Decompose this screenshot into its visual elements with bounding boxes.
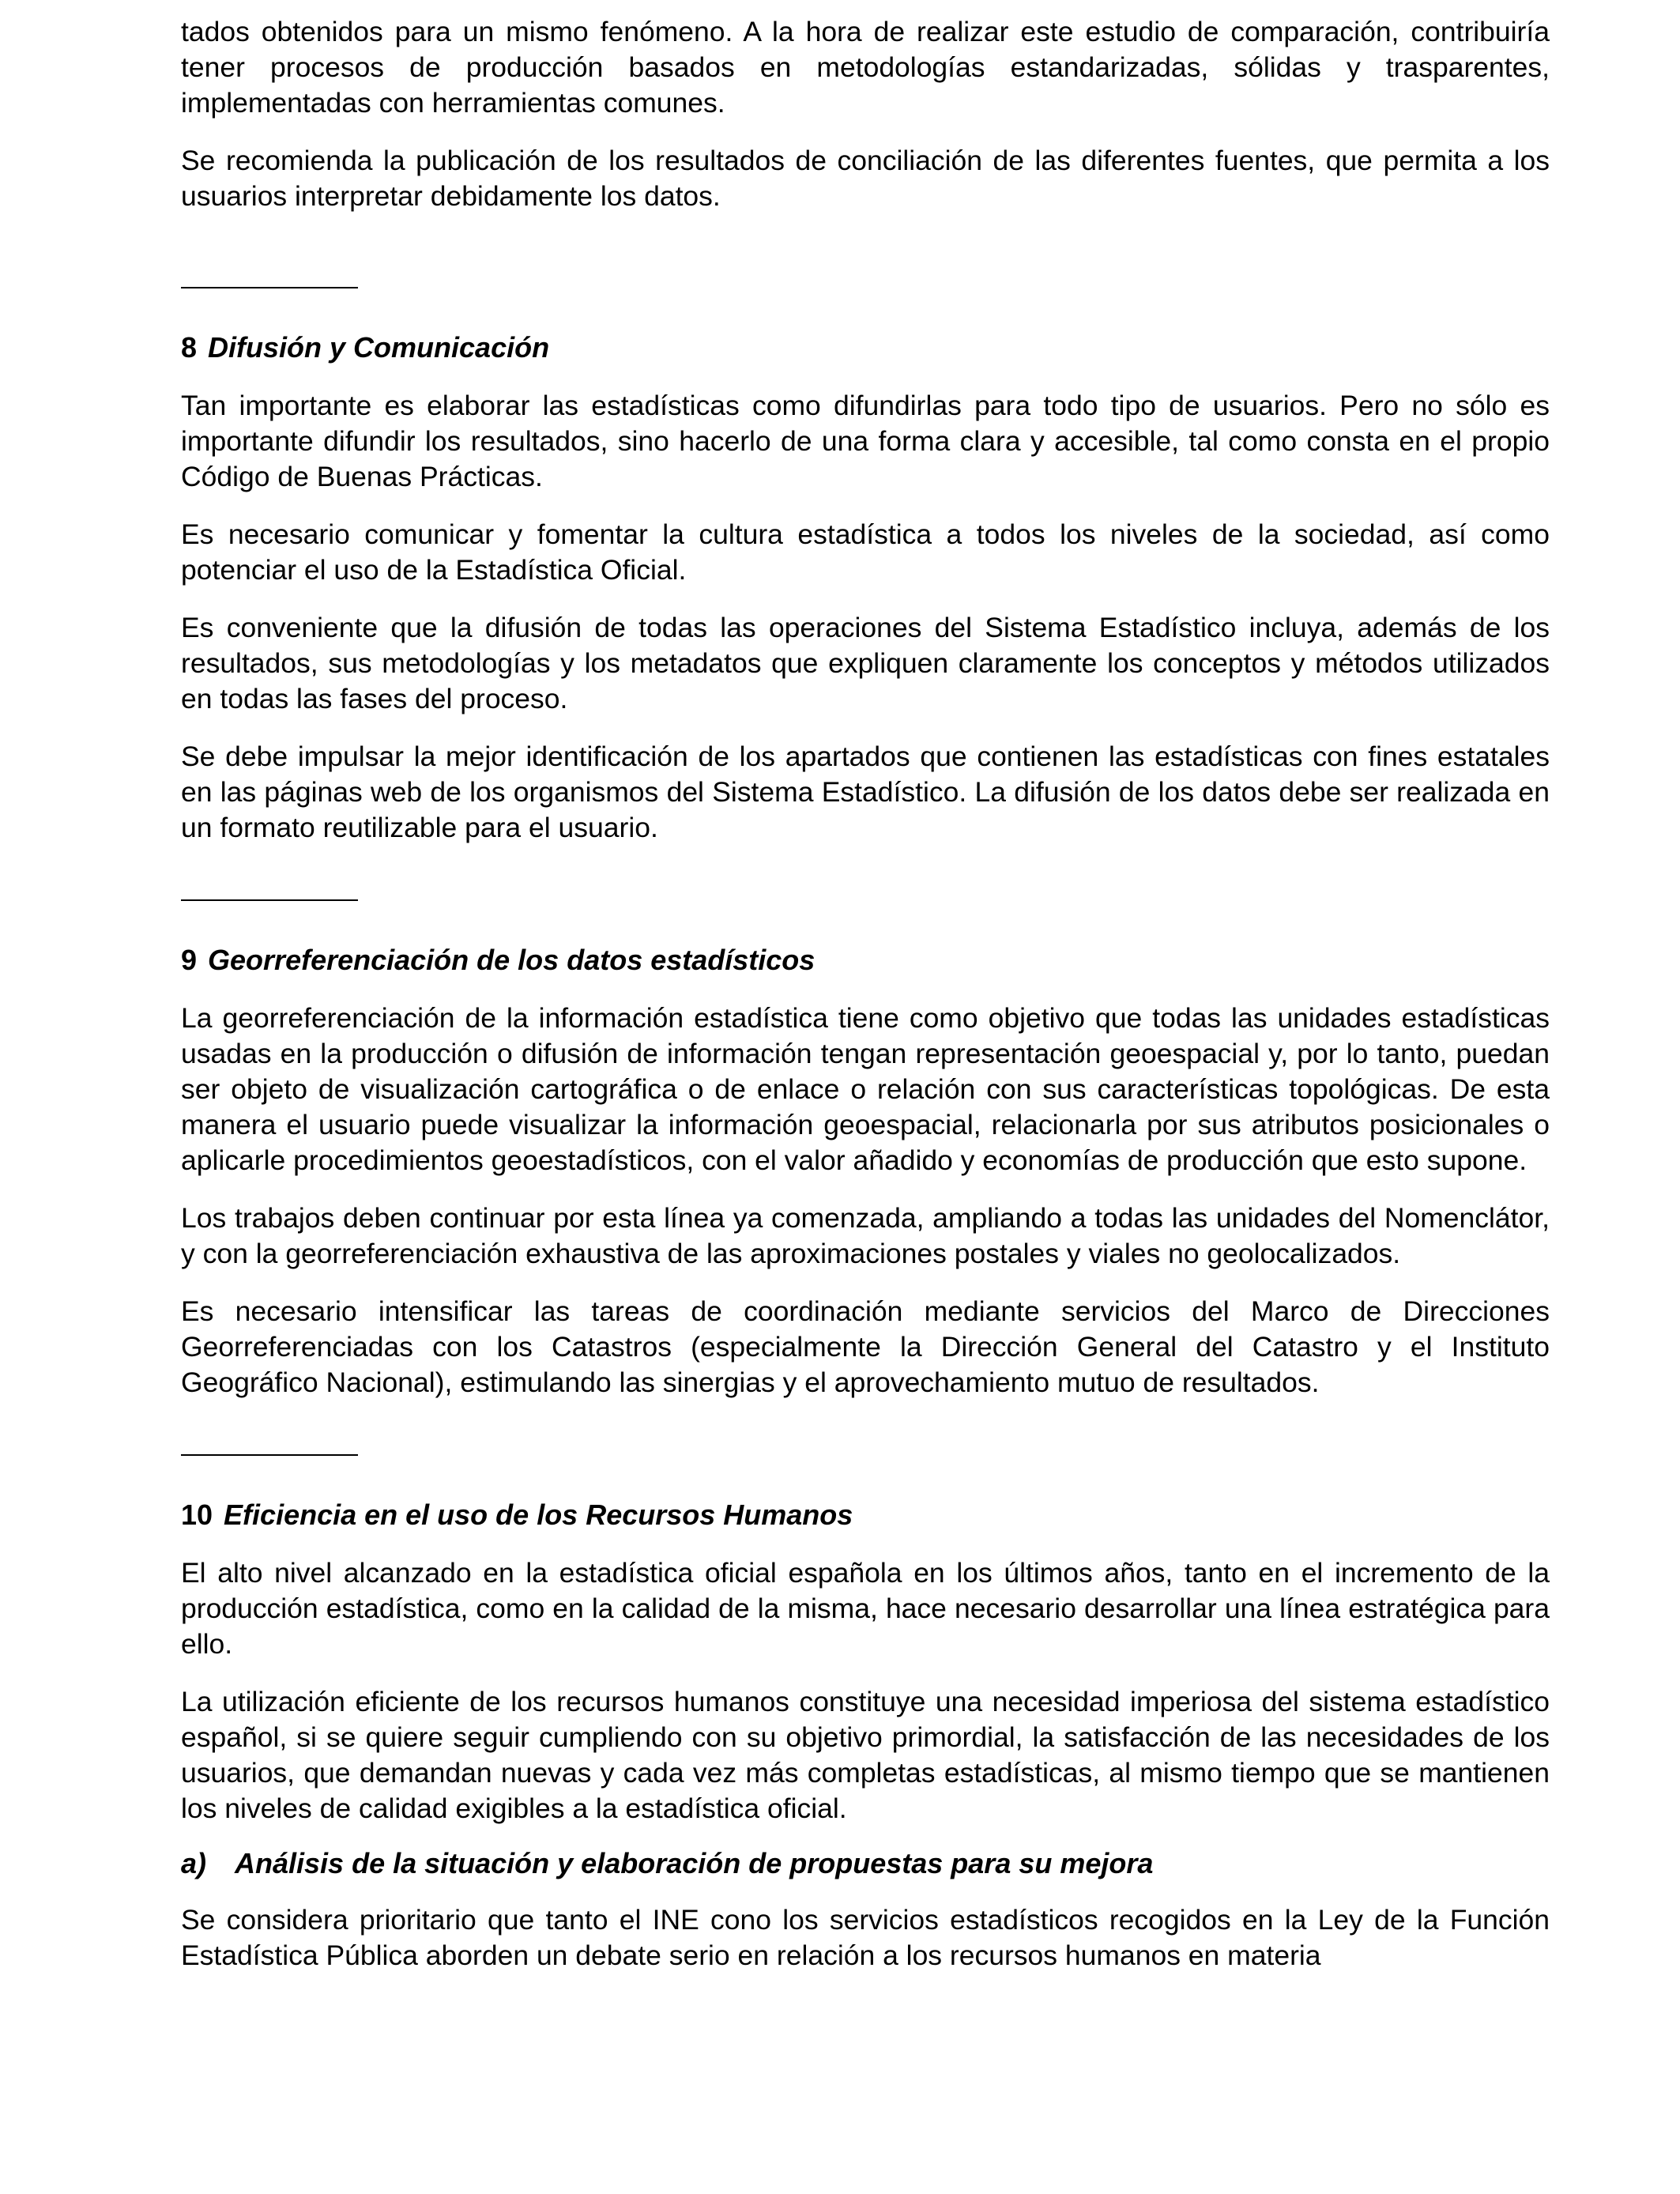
section-9-paragraph-1: La georreferenciación de la información estadística tiene como objetivo que todas las unidades estadísticas usadas en la producción o difusión de información tengan representación geoespacial y, por lo tanto, puedan ser objeto de visualización cartográfica o de enlace o relación con sus características topológicas. De esta manera el usuario puede visualizar la información geoespacial, relacionarla por sus atributos posicionales o aplicarle procedimientos geoestadísticos, con el valor añadido y economías de producción que esto supone. (181, 1002, 1550, 1176)
section-9-paragraph-3: Es necesario intensificar las tareas de coordinación mediante servicios del Marco de Direcciones Georreferenciadas con los Catastros (especialmente la Dirección General del Catastro y el Instituto Geográfico Nacional), estimulando las sinergias y el aprovechamiento mutuo de resultados. (181, 1295, 1550, 1398)
subsection-letter: a) (181, 1847, 207, 1879)
section-title: Georreferenciación de los datos estadísticos (208, 944, 816, 976)
section-number: 10 (181, 1498, 213, 1531)
section-10-paragraph-1: El alto nivel alcanzado en la estadística oficial española en los últimos años, tanto en el incremento de la producción estadística, como en la calidad de la misma, hace necesario desarrollar una línea estratégica para ello. (181, 1557, 1550, 1660)
subsection-heading-a (181, 1845, 1550, 1882)
section-title: Difusión y Comunicación (208, 331, 550, 364)
document-page (181, 14, 1550, 1973)
section-number: 9 (181, 944, 198, 976)
subsection-a-paragraph-1: Se considera prioritario que tanto el INE cono los servicios estadísticos recogidos en la Ley de la Función Estadística Pública aborden un debate serio en relación a los recursos humanos en materia (181, 1904, 1550, 1971)
section-8-paragraph-3: Es conveniente que la difusión de todas las operaciones del Sistema Estadístico incluya, además de los resultados, sus metodologías y los metadatos que expliquen claramente los conceptos y métodos utilizados en todas las fases del proceso. (181, 612, 1550, 714)
section-8-paragraph-1: Tan importante es elaborar las estadísticas como difundirlas para todo tipo de usuarios. Pero no sólo es importante difundir los resultados, sino hacerlo de una forma clara y accesible, tal como consta en el propio Código de Buenas Prácticas. (181, 390, 1550, 492)
section-number: 8 (181, 331, 198, 364)
section-heading-8 (181, 330, 1550, 366)
intro-paragraph-1: tados obtenidos para un mismo fenómeno. A la hora de realizar este estudio de comparación, contribuiría tener procesos de producción basados en metodologías estandarizadas, sólidas y trasparentes, implementadas con herramientas comunes. (181, 16, 1550, 119)
section-9-paragraph-2: Los trabajos deben continuar por esta línea ya comenzada, ampliando a todas las unidades del Nomenclátor, y con la georreferenciación exhaustiva de las aproximaciones postales y viales no geolocalizados. (181, 1202, 1550, 1269)
section-10-paragraph-2: La utilización eficiente de los recursos humanos constituye una necesidad imperiosa del sistema estadístico español, si se quiere seguir cumpliendo con su objetivo primordial, la satisfacción de las necesidades de los usuarios, que demandan nuevas y cada vez más completas estadísticas, al mismo tiempo que se mantienen los niveles de calidad exigibles a la estadística oficial. (181, 1686, 1550, 1824)
intro-paragraph-2: Se recomienda la publicación de los resultados de conciliación de las diferentes fuentes, que permita a los usuarios interpretar debidamente los datos. (181, 145, 1550, 212)
section-heading-10 (181, 1497, 1550, 1533)
subsection-title: Análisis de la situación y elaboración de propuestas para su mejora (235, 1847, 1154, 1879)
section-heading-9 (181, 942, 1550, 978)
section-8-paragraph-2: Es necesario comunicar y fomentar la cultura estadística a todos los niveles de la sociedad, así como potenciar el uso de la Estadística Oficial. (181, 518, 1550, 586)
section-title: Eficiencia en el uso de los Recursos Humanos (224, 1498, 853, 1531)
section-8-paragraph-4: Se debe impulsar la mejor identificación de los apartados que contienen las estadísticas con fines estatales en las páginas web de los organismos del Sistema Estadístico. La difusión de los datos debe ser realizada en un formato reutilizable para el usuario. (181, 741, 1550, 843)
